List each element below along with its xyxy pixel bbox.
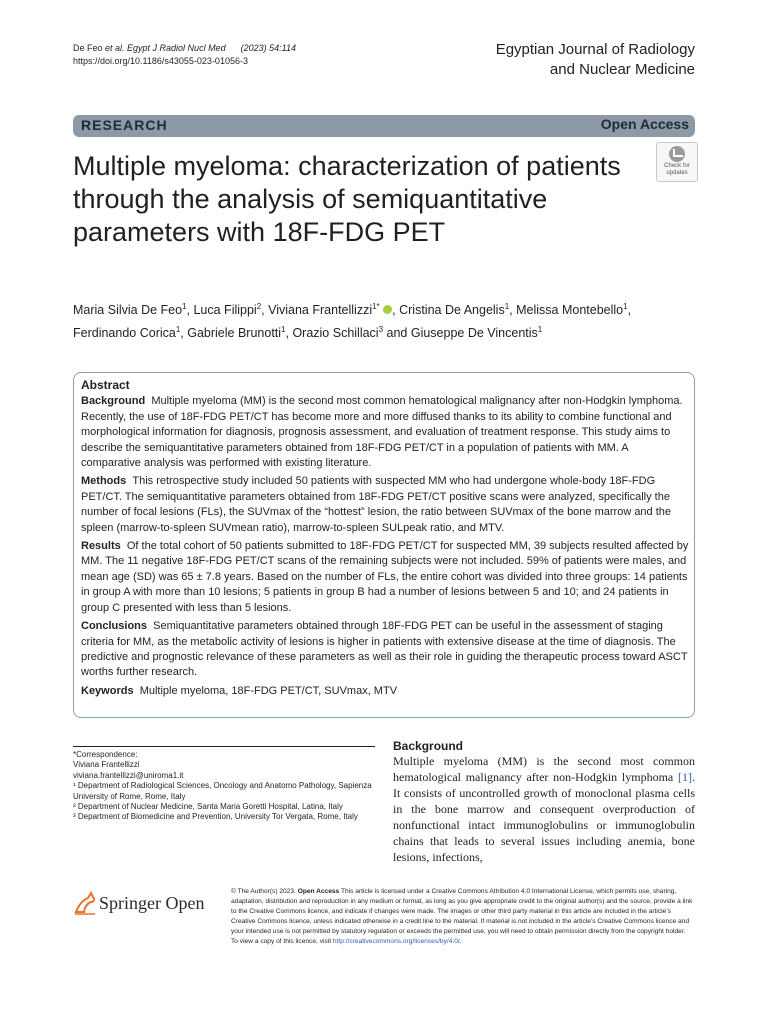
publisher-name: Springer Open	[99, 893, 205, 913]
license-open-access: Open Access	[297, 888, 340, 895]
article-title: Multiple myeloma: characterization of patients through the analysis of semiquantitative parameters with 18F-FDG PET	[73, 151, 621, 247]
section-label: Methods	[81, 475, 127, 488]
correspondence-label: *Correspondence:	[73, 750, 138, 759]
abstract-results	[81, 539, 689, 616]
abstract-heading: Abstract	[81, 378, 130, 392]
abstract-methods	[81, 474, 689, 536]
affiliation-2: ² Department of Nuclear Medicine, Santa Maria Goretti Hospital, Latina, Italy	[73, 802, 343, 812]
abstract-keywords	[81, 684, 689, 699]
section-heading-background: Background	[393, 739, 464, 753]
citation-journal: et al. Egypt J Radiol Nucl Med	[105, 43, 226, 53]
license-text: This article is licensed under a Creative Commons Attribution 4.0 International License, which permits use, sharing, adaptation, distribution and reproduction in any medium or format, as long as you give appropriate credit to the original author(s) and the source, provide a link to the Creative Commons licence, and indicate if changes were made. The images or other third party material in this article are included in the article’s Creative Commons licence, unless indicated otherwise in a credit line to the material. If material is not included in the article’s Creative Commons licence and your intended use is not permitted by statutory regulation or exceeds the permitted use, you will need to obtain permission directly from the copyright holder. To view a copy of this licence, visit	[231, 888, 693, 945]
abstract	[81, 378, 689, 702]
keywords-label: Keywords	[81, 684, 134, 697]
section-text: Semiquantitative parameters obtained through 18F-FDG PET can be useful in the assessment of staging criteria for MM, as the metabolic activity of lesions is higher in patients with extensive disease at the time of diagnosis. The predictive and prognostic relevance of these parameters as well as their role in guiding the therapeutic process toward ASCT worths further research.	[81, 620, 688, 679]
check-for-updates-badge[interactable]	[656, 142, 698, 182]
correspondence-email[interactable]: viviana.frantellizzi@uniroma1.it	[73, 770, 184, 780]
section-label: Conclusions	[81, 620, 148, 633]
check-updates-line1: Check for	[664, 163, 690, 169]
body-paragraph	[393, 753, 695, 865]
journal-name-line2: and Nuclear Medicine	[549, 61, 695, 78]
section-label: Background	[81, 395, 146, 408]
journal-name-line1: Egyptian Journal of Radiology	[495, 41, 695, 58]
section-label: Results	[81, 540, 121, 553]
author-list	[73, 297, 703, 343]
springer-horse-icon	[73, 890, 97, 916]
correspondence-name: Viviana Frantellizzi	[73, 760, 140, 770]
check-updates-line2: updates	[666, 170, 688, 176]
citation-year: (2023) 54:114	[240, 43, 296, 53]
citation-authors: De Feo	[73, 43, 106, 53]
abstract-conclusions	[81, 619, 689, 681]
check-icon	[669, 146, 685, 162]
license-copyright: © The Author(s) 2023.	[231, 888, 298, 895]
reference-link[interactable]: [1]	[678, 770, 692, 784]
article-type-label: RESEARCH	[81, 117, 168, 133]
journal-name	[496, 40, 695, 80]
author-line-1: Maria Silvia De Feo$^1$, Luca Filippi$^2$, Viviana Frantellizzi$^{1*}$ , Cristina De Angelis$^1$, Melissa Montebello$^1$,	[73, 302, 632, 318]
keywords-text: Multiple myeloma, 18F-FDG PET/CT, SUVmax, MTV	[139, 684, 398, 697]
section-text: Of the total cohort of 50 patients submitted to 18F-FDG PET/CT for suspected MM, 39 subjects resulted affected by MM. The 11 negative 18F-FDG PET/CT scans of the remaining subjects were not included. 59% of patients were males, and mean age (SD) was 65 ± 7.8 years. Based on the number of FLs, the entire cohort was divided into three groups: 14 patients in group A with more than 10 lesions; 5 patients in group B had a number of lesions between 5 and 10; and 24 patients in group C presented with less than 5 lesions.	[81, 540, 689, 614]
abstract-background	[81, 394, 689, 471]
license-link[interactable]: http://creativecommons.org/licenses/by/4.0/	[332, 938, 460, 945]
affiliation-3: ³ Department of Biomedicine and Prevention, University Tor Vergata, Rome, Italy	[73, 812, 358, 822]
body-text-continued: . It consists of uncontrolled growth of monoclonal plasma cells in the bone marrow and consequent overproduction of nonfunctional intact immunoglobulins or immunoglobulin chains that leads to several issues including anemia, bone lesions, infections,	[393, 770, 695, 864]
author-line-2: Ferdinando Corica$^1$, Gabriele Brunotti$^1$, Orazio Schillaci$^3$ and Giuseppe De Vincentis$^1$	[73, 325, 543, 341]
section-text: Multiple myeloma (MM) is the second most common hematological malignancy after non-Hodgkin lymphoma. Recently, the use of 18F-FDG PET/CT has become more and more diffused thanks to its ability to combine functional and morphological information for diagnosis, prognosis assessment, and evaluation of treatment response. This study aims to describe the semiquantitative parameters obtained from 18F-FDG PET/CT in a population of patients with MM. A comparative analysis was performed with existing literature.	[81, 395, 683, 470]
citation-header	[73, 42, 296, 68]
affiliation-1: ¹ Department of Radiological Sciences, Oncology and Anatomo Pathology, Sapienza University of Rome, Rome, Italy	[73, 781, 372, 801]
article-type-banner	[73, 115, 695, 137]
correspondence-footnote	[73, 750, 373, 823]
doi-link[interactable]: https://doi.org/10.1186/s43055-023-01056-3	[73, 56, 248, 66]
footnote-divider	[73, 746, 375, 747]
open-access-label: Open Access	[600, 116, 689, 132]
license-statement	[231, 887, 694, 947]
body-text: Multiple myeloma (MM) is the second most common hematological malignancy after non-Hodgkin lymphoma	[393, 754, 695, 784]
section-text: This retrospective study included 50 patients with suspected MM who had undergone whole-body 18F-FDG PET/CT. The semiquantitative parameters obtained from 18F-FDG PET/CT positive scans were analyzed, specifically the number of focal lesions (FLs), the SUVmax of the “hottest” lesion, the ratio between SUVmax of the bone marrow and the spleen (marrow-to-spleen SUVmean ratio), marrow-to-spleen SULpeak ratio, and MTV.	[81, 475, 672, 534]
springer-open-logo[interactable]	[73, 888, 223, 918]
license-end: .	[459, 938, 462, 945]
